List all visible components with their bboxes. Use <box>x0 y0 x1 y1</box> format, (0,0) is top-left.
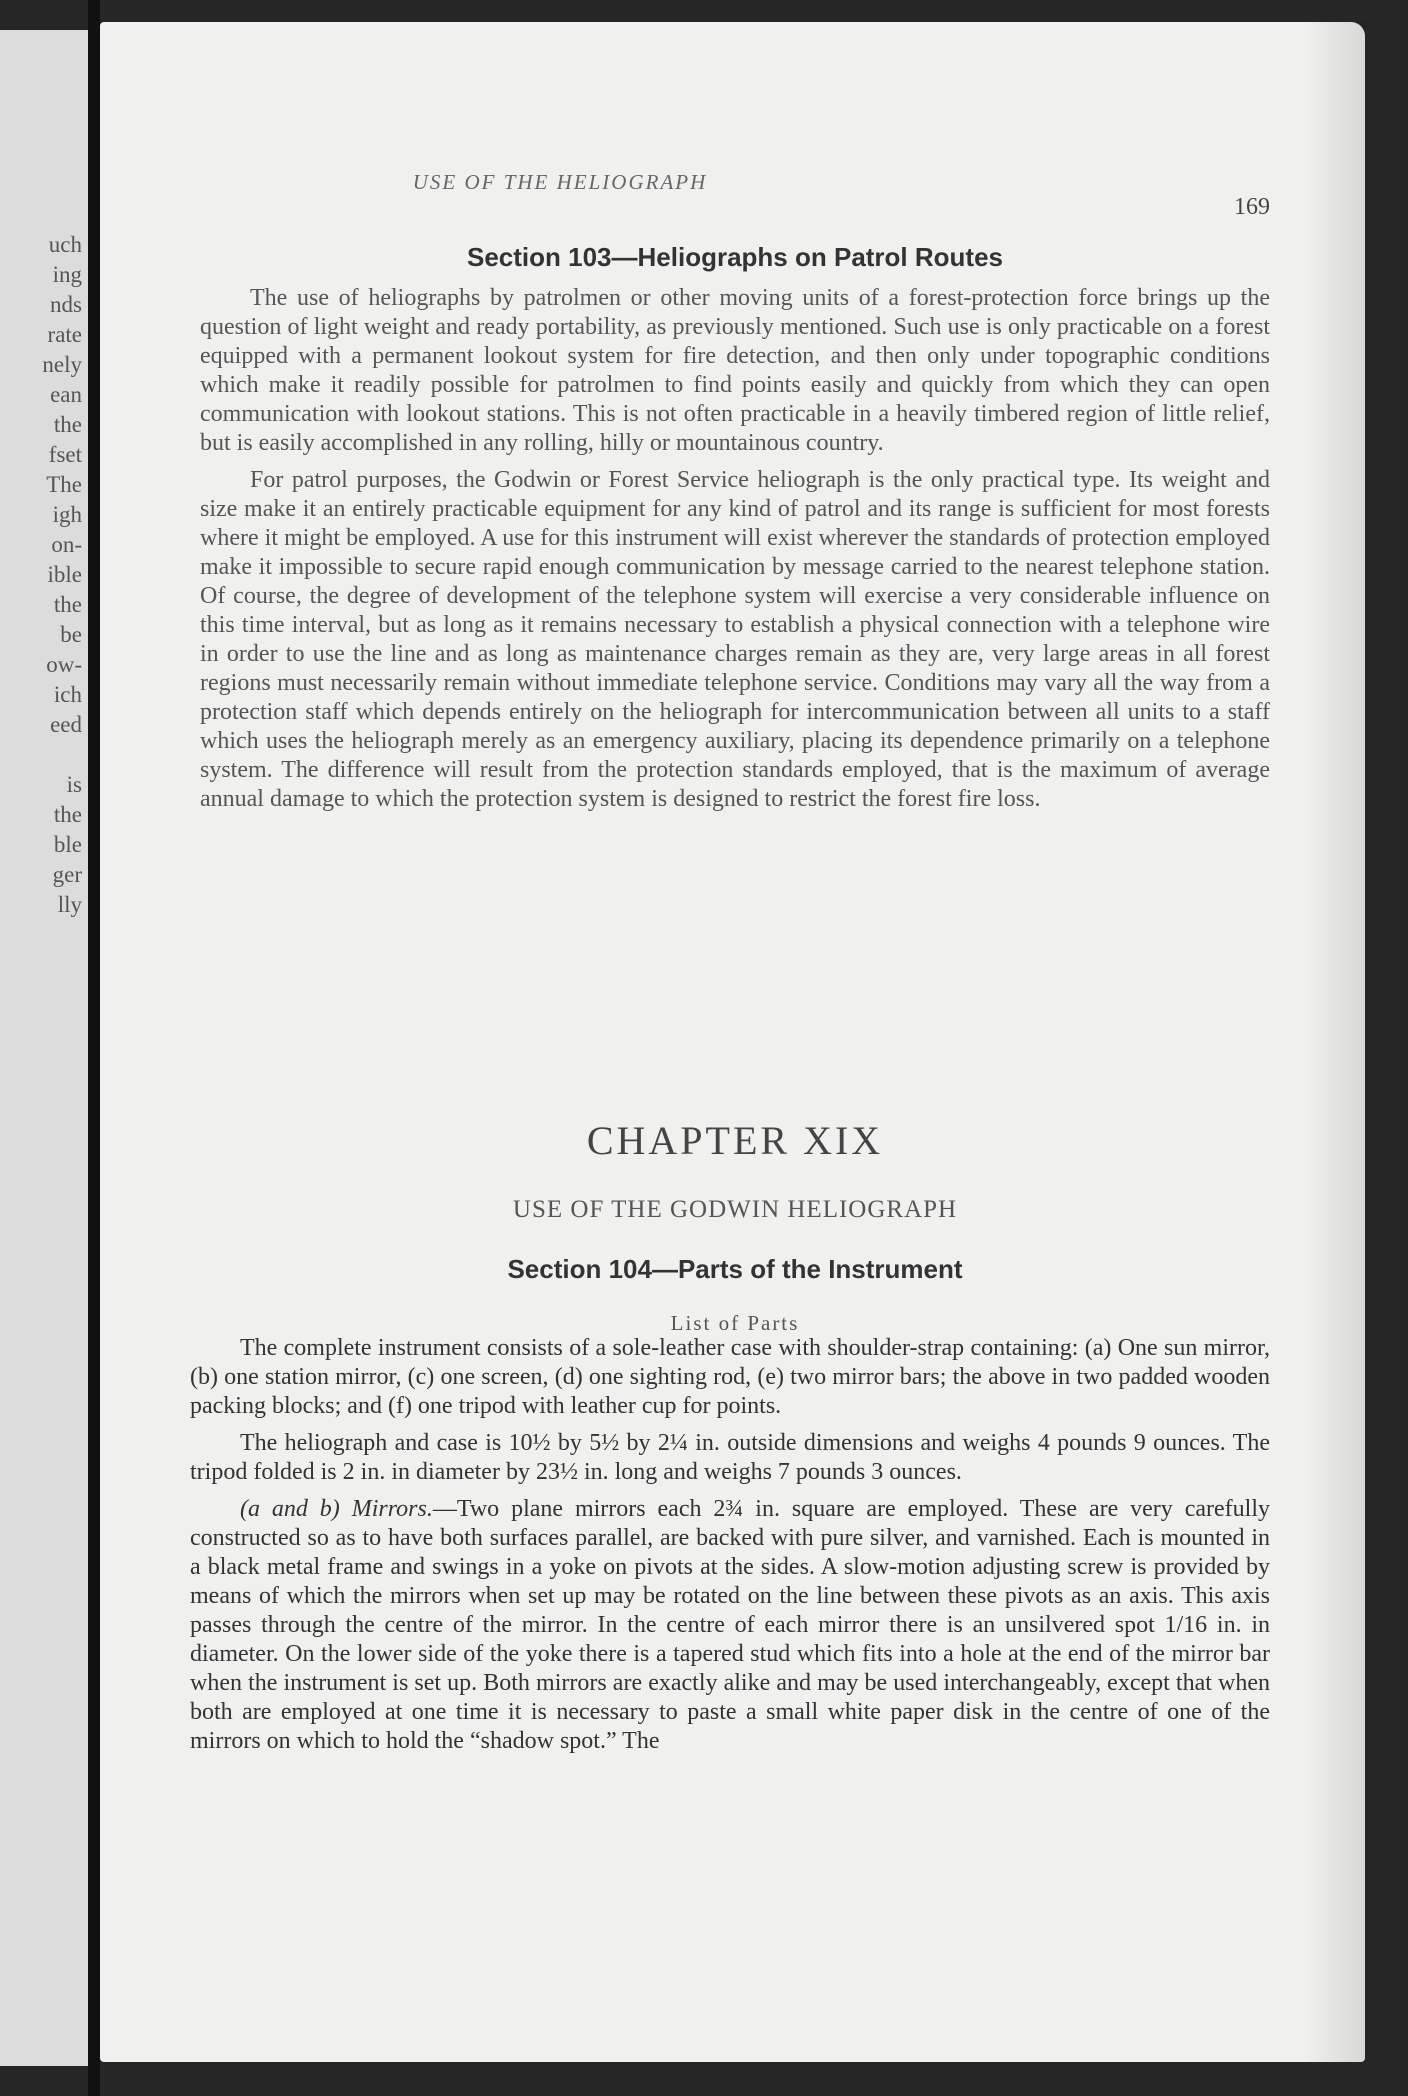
fragment: eed <box>50 712 82 737</box>
fragment: ean <box>50 382 82 407</box>
fragment: the <box>53 802 82 827</box>
section-103-body <box>200 284 1270 822</box>
paragraph: The heliograph and case is 10½ by 5½ by 2¼ in. outside dimensions and weighs 4 pounds 9 ounces. The tripod folded is 2 in. in diameter by 23½ in. long and weighs 7 pounds 3 ounces. <box>190 1430 1270 1485</box>
book-page <box>100 22 1365 2062</box>
running-head: USE OF THE HELIOGRAPH <box>412 170 708 194</box>
fragment: The <box>46 472 82 497</box>
mirrors-label: (a and b) Mirrors. <box>240 1496 433 1522</box>
fragment: nely <box>42 352 82 377</box>
section-103-heading-block <box>200 242 1270 273</box>
fragment: ble <box>53 832 82 857</box>
fragment: on- <box>51 532 82 557</box>
book-gutter <box>88 0 100 2096</box>
section-104-body <box>190 1334 1270 1764</box>
fragment: ger <box>52 862 82 887</box>
facing-page <box>0 30 88 2066</box>
chapter-heading-block <box>200 1117 1270 1352</box>
fragment: uch <box>48 232 82 257</box>
fragment: is <box>66 772 82 797</box>
fragment: fset <box>48 442 82 467</box>
paragraph: The complete instrument consists of a sole-leather case with shoulder-strap containing: (a) One sun mirror, (b) one station mirror, (c) one screen, (d) one sighting rod, (e) two mirror bars; the above in two padded wooden packing blocks; and (f) one tripod with leather cup for points. <box>190 1335 1270 1419</box>
mirrors-text: —Two plane mirrors each 2¾ in. square are employed. These are very carefully constructed so as to have both surfaces parallel, are backed with pure silver, and varnished. Each is mounted in a black metal frame and swings in a yoke on pivots at the sides. A slow-motion adjusting screw is provided by means of which the mirrors when set up may be rotated on the line between these pivots as an axis. This axis passes through the centre of the mirror. In the centre of each mirror there is an unsilvered spot 1/16 in. in diameter. On the lower side of the yoke there is a tapered stud which fits into a hole at the end of the mirror bar when the instrument is set up. Both mirrors are exactly alike and may be used interchangeably, except that when both are employed at one time it is necessary to paste a small white paper disk in the centre of one of the mirrors on which to hold the “shadow spot.” The <box>190 1496 1270 1754</box>
paragraph: For patrol purposes, the Godwin or Forest Service heliograph is the only practical type. Its weight and size make it an entirely practicable equipment for any kind of patrol and its range is sufficient for most forests where it might be employed. A use for this instrument will exist wherever the standards of protection employed make it impossible to secure rapid enough communication by message carried to the nearest telephone station. Of course, the degree of development of the telephone system will exercise a very considerable influence on this time interval, but as long as it remains necessary to establish a physical connection with a telephone wire in order to use the line and as long as maintenance charges remain as they are, very large areas in all forest regions must necessarily remain without immediate telephone service. Conditions may vary all the way from a protection staff which depends entirely on the heliograph for intercommunication between all units to a staff which uses the heliograph merely as an emergency auxiliary, placing its dependence primarily on a telephone system. The difference will result from the protection standards employed, that is the maximum of average annual damage to which the protection system is designed to restrict the forest fire loss. <box>200 467 1270 812</box>
fragment: ing <box>52 262 82 287</box>
fragment: rate <box>47 322 82 347</box>
fragment: the <box>53 412 82 437</box>
page-number: 169 <box>1234 194 1270 220</box>
fragment <box>0 740 88 770</box>
fragment: nds <box>50 292 82 317</box>
fragment: be <box>60 622 82 647</box>
fragment: ich <box>53 682 82 707</box>
section-104-title: Section 104—Parts of the Instrument <box>507 1254 963 1284</box>
section-103-title: Section 103—Heliographs on Patrol Routes <box>467 242 1003 272</box>
fragment: the <box>53 592 82 617</box>
paragraph: The use of heliographs by patrolmen or other moving units of a forest-protection force brings up the question of light weight and ready portability, as previously mentioned. Such use is only practicable on a forest equipped with a permanent lookout system for fire detection, and then only under topographic conditions which make it readily possible for patrolmen to find points easily and quickly from which they can open communication with lookout stations. This is not often practicable in a heavily timbered region of little relief, but is easily accomplished in any rolling, hilly or mountainous country. <box>200 285 1270 456</box>
list-of-parts-heading: List of Parts <box>670 1311 800 1335</box>
fragment: lly <box>57 892 82 917</box>
fragment: ow- <box>46 652 82 677</box>
chapter-title: CHAPTER XIX <box>586 1118 884 1163</box>
mirrors-paragraph <box>190 1495 1270 1756</box>
fragment: igh <box>52 502 82 527</box>
chapter-subtitle: USE OF THE GODWIN HELIOGRAPH <box>512 1196 958 1223</box>
facing-page-text-fragments <box>0 230 88 920</box>
fragment: ible <box>47 562 82 587</box>
page-curve-shadow <box>1305 22 1365 2062</box>
